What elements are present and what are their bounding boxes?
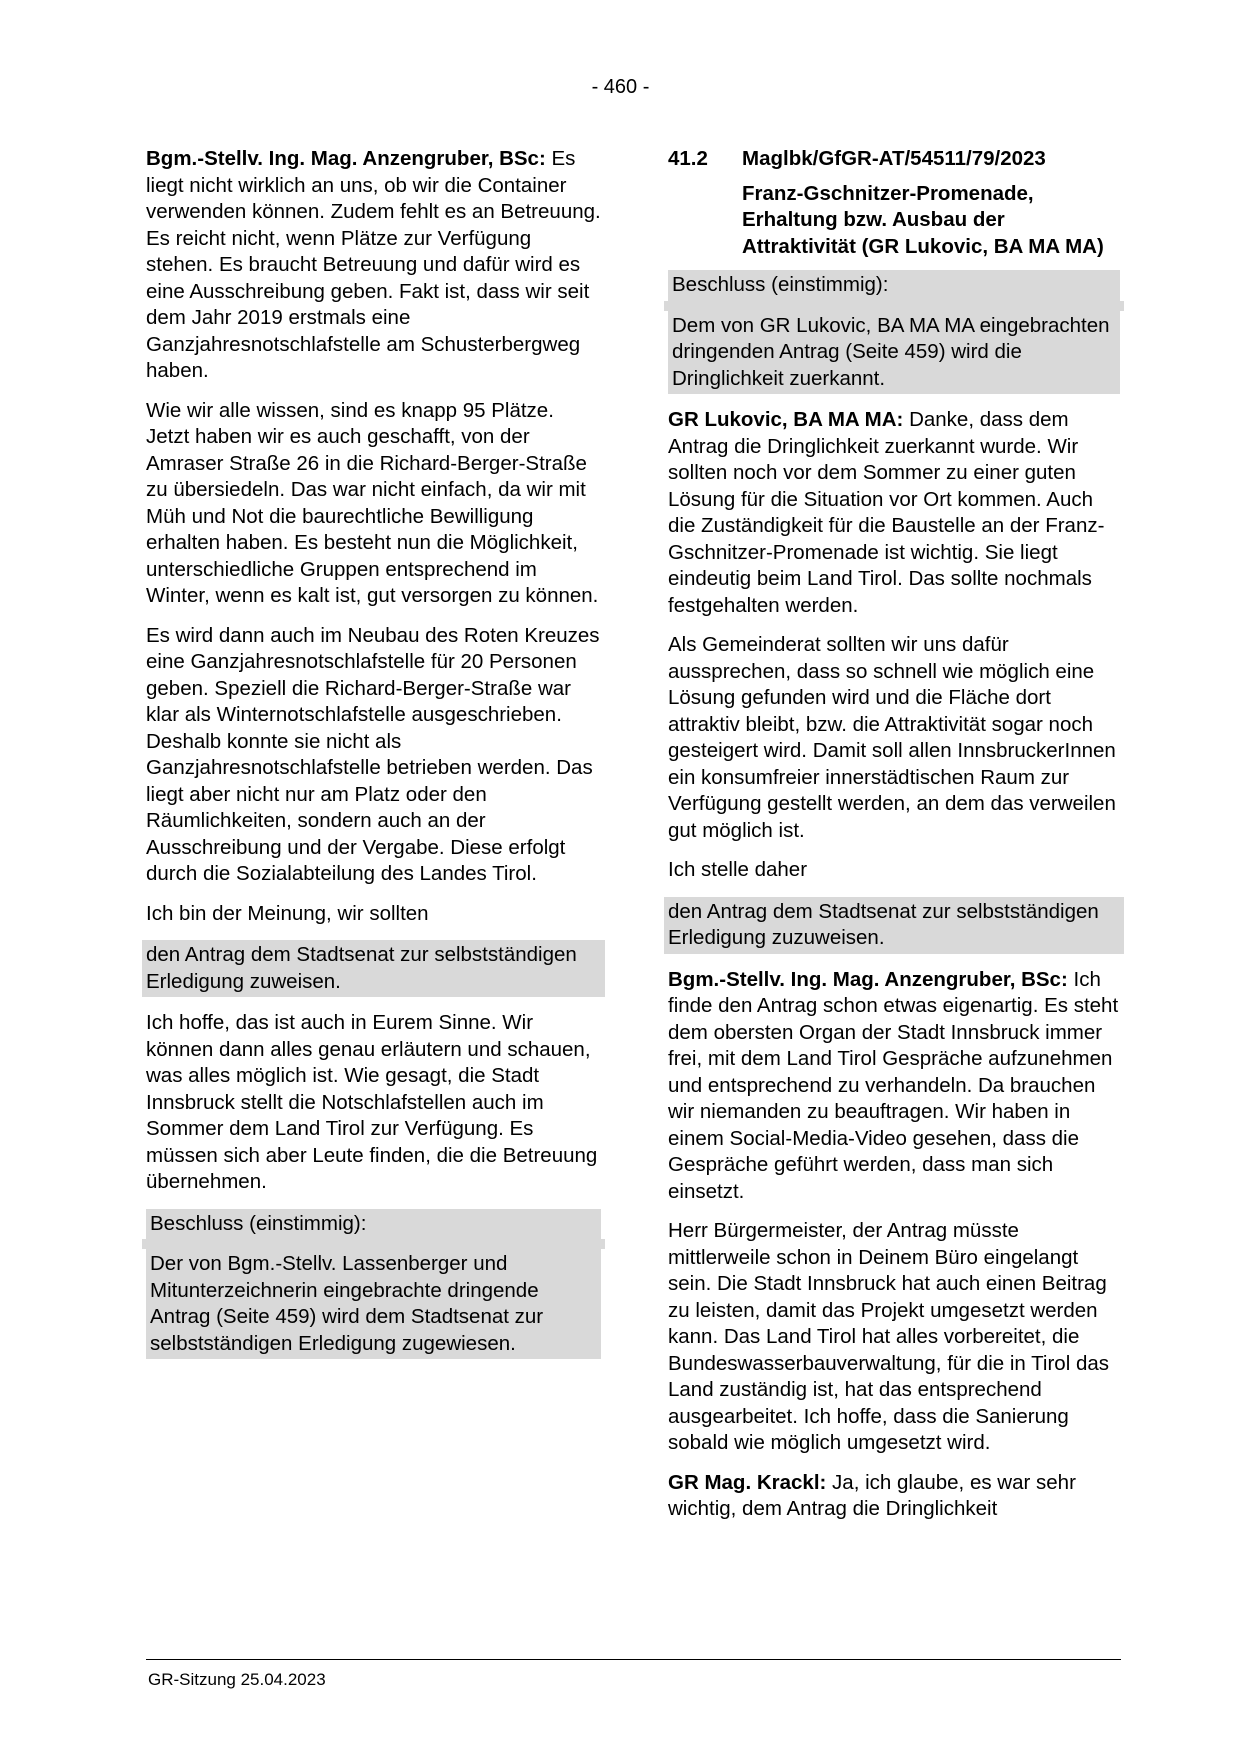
speech-text: Ja, ich glaube, es war sehr wichtig, dem Antrag die Dringlichkeit [668, 1470, 1076, 1520]
paragraph: Herr Bürgermeister, der Antrag müsste mittlerweile schon in Deinem Büro eingelangt sein. Die Stadt Innsbruck hat auch einen Beitrag zu leisten, damit das Projekt umgesetzt werden kann. Das Land Tirol hat alles vorbereitet, die Bundeswasserbauverwaltung, für die in Tirol das Land zuständig ist, hat das entsprechend ausgearbeitet. Ich hoffe, dass die Sanierung sobald wie möglich umgesetzt wird. [668, 1219, 1109, 1454]
speaker-name: GR Lukovic, BA MA MA: [668, 408, 904, 431]
agenda-item-number: 41.2 [668, 147, 708, 170]
speaker-name: Bgm.-Stellv. Ing. Mag. Anzengruber, BSc: [668, 967, 1068, 991]
resolution-label: Beschluss (einstimmig): [668, 270, 1120, 301]
paragraph: Es wird dann auch im Neubau des Roten Kreuzes eine Ganzjahresnotschlafstelle für 20 Personen geben. Speziell die Richard-Berger-Straße war klar als Winternotschlafstelle ausgeschrieben. Deshalb konnte sie nicht als Ganzjahresnotschlafstelle betrieben werden. Das liegt aber nicht nur am Platz oder den Räumlichkeiten, sondern auch an der Ausschreibung und der Vergabe. Diese erfolgt durch die Sozialabteilung des Landes Tirol. [146, 623, 600, 885]
paragraph: Ich stelle daher [668, 858, 808, 881]
resolution-label: Beschluss (einstimmig): [146, 1209, 601, 1240]
speech-text: Danke, dass dem Antrag die Dringlichkeit zuerkannt wurde. Wir sollten noch vor dem Sommer zu einer guten Lösung für die Situation vor Ort kommen. Auch die Zuständigkeit für die Baustelle an der Franz-Gschnitzer-Promenade ist wichtig. Sie liegt eindeutig beim Land Tirol. Das sollte nochmals festgehalten werden. [668, 408, 1105, 617]
paragraph: Ich bin der Meinung, wir sollten [146, 901, 429, 925]
paragraph: Als Gemeinderat sollten wir uns dafür aussprechen, dass so schnell wie möglich eine Lösung gefunden wird und die Fläche dort attraktiv bleibt, bzw. die Attraktivität sogar noch gesteigert wird. Damit soll allen InnsbruckerInnen ein konsumfreier innerstädtischen Raum zur Verfügung gestellt werden, an dem das verweilen gut möglich ist. [668, 633, 1116, 842]
speech-krackl [668, 1470, 1120, 1523]
resolution-text: Dem von GR Lukovic, BA MA MA eingebrachten dringenden Antrag (Seite 459) wird die Dringlichkeit zuerkannt. [668, 311, 1120, 395]
right-column [668, 146, 1120, 1536]
speech-text: Ich finde den Antrag schon etwas eigenartig. Es steht dem obersten Organ der Stadt Innsbruck immer frei, mit dem Land Tirol Gespräche aufzunehmen und entsprechend zu verhandeln. Da brauchen wir niemanden zu beauftragen. Wir haben in einem Social-Media-Video gesehen, dass die Gespräche geführt werden, dass man sich einsetzt. [668, 967, 1119, 1203]
speech-anzengruber [146, 146, 601, 385]
speech-anzengruber [668, 967, 1120, 1206]
paragraph: Wie wir alle wissen, sind es knapp 95 Plätze. Jetzt haben wir es auch geschafft, von der Amraser Straße 26 in die Richard-Berger-Straße zu übersiedeln. Das war nicht einfach, da wir mit Müh und Not die baurechtliche Bewilligung erhalten haben. Es besteht nun die Möglichkeit, unterschiedliche Gruppen entsprechend im Winter, wenn es kalt ist, gut versorgen zu können. [146, 398, 599, 607]
speaker-name: GR Mag. Krackl: [668, 1470, 827, 1494]
speech-lukovic [668, 407, 1120, 619]
left-column [146, 146, 601, 1372]
agenda-item-header [668, 146, 1120, 173]
paragraph: Ich hoffe, das ist auch in Eurem Sinne. Wir können dann alles genau erläutern und schauen, was alles möglich ist. Wie gesagt, die Stadt Innsbruck stellt die Notschlafstellen auch im Sommer dem Land Tirol zur Verfügung. Es müssen sich aber Leute finden, die die Betreuung übernehmen. [146, 1011, 598, 1193]
agenda-item-code: Maglbk/GfGR-AT/54511/79/2023 [742, 147, 1046, 170]
resolution-box [668, 270, 1120, 394]
resolution-box [146, 1209, 601, 1360]
motion-shaded: den Antrag dem Stadtsenat zur selbstständigen Erledigung zuzuweisen. [664, 897, 1124, 954]
resolution-text: Der von Bgm.-Stellv. Lassenberger und Mitunterzeichnerin eingebrachte dringende Antrag (Seite 459) wird dem Stadtsenat zur selbstständigen Erledigung zugewiesen. [146, 1249, 601, 1359]
footer-divider [146, 1659, 1121, 1660]
speaker-name: Bgm.-Stellv. Ing. Mag. Anzengruber, BSc: [146, 147, 546, 170]
agenda-item-title: Franz-Gschnitzer-Promenade, Erhaltung bzw. Ausbau der Attraktivität (GR Lukovic, BA MA MA) [742, 181, 1104, 258]
speech-text: Es liegt nicht wirklich an uns, ob wir die Container verwenden können. Zudem fehlt es an Betreuung. Es reicht nicht, wenn Plätze zur Verfügung stehen. Es braucht Betreuung und dafür wird es eine Ausschreibung geben. Fakt ist, dass wir seit dem Jahr 2019 erstmals eine Ganzjahresnotschlafstelle am Schusterbergweg haben. [146, 147, 601, 382]
motion-shaded: den Antrag dem Stadtsenat zur selbstständigen Erledigung zuweisen. [142, 940, 605, 997]
footer-session-date: GR-Sitzung 25.04.2023 [148, 1670, 326, 1689]
page-number: - 460 - [591, 76, 650, 98]
